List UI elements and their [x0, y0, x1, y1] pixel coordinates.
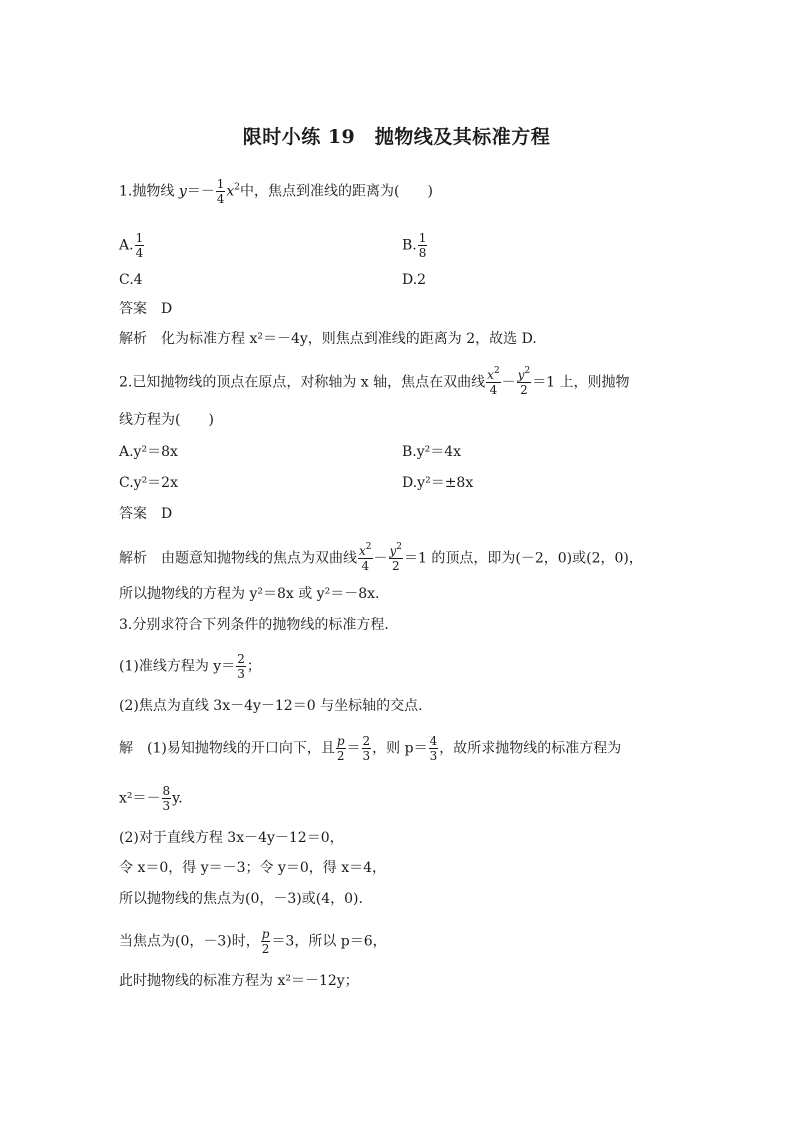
q3-solution-2-line4: 当焦点为(0，－3)时， $\frac{p}{2}$ ＝3，所以 p＝6，	[119, 927, 387, 956]
q3-part1: (1)准线方程为 y＝ $\frac{2}{3}$ ；	[119, 652, 261, 681]
q1-answer: 答案 D	[119, 301, 173, 317]
q1-option-c: C.4	[119, 272, 143, 288]
q3-solution-1-result: x²＝－ $\frac{8}{3}$ y.	[119, 784, 183, 813]
q3-stem: 3.分别求符合下列条件的抛物线的标准方程.	[119, 617, 389, 633]
q2-stem-line2: 线方程为( )	[119, 412, 214, 428]
q2-option-b: B.y²＝4x	[402, 444, 462, 460]
q1-stem: 1.抛物线 y＝－ $\frac{1}{4}$ $x^2$中，焦点到准线的距离为( )	[119, 177, 433, 206]
q3-solution-1: 解 (1)易知抛物线的开口向下，且 $\frac{p}{2}$ ＝ $\frac{2}{3}$ ，则 p＝ $\frac{4}{3}$ ，故所求抛物线的标准方程为	[119, 734, 622, 763]
q2-option-d: D.y²＝±8x	[402, 475, 474, 491]
q3-solution-2-line3: 所以抛物线的焦点为(0，－3)或(4，0).	[119, 891, 363, 907]
q3-solution-2-line1: (2)对于直线方程 3x－4y－12＝0，	[119, 830, 344, 846]
page-title: 限时小练 19 抛物线及其标准方程	[242, 126, 551, 148]
q2-stem-line1: 2.已知抛物线的顶点在原点，对称轴为 x 轴，焦点在双曲线 $\frac{x^2}{4}$ － $\frac{y^2}{2}$ ＝1 上，则抛物	[119, 366, 630, 397]
q3-part2: (2)焦点为直线 3x－4y－12＝0 与坐标轴的交点.	[119, 698, 423, 714]
q1-option-b: B. $\frac{1}{8}$	[402, 231, 427, 260]
q1-prefix: 1.抛物线	[119, 183, 179, 200]
q1-suffix: 中，焦点到准线的距离为( )	[240, 183, 433, 200]
q1-analysis: 解析 化为标准方程 x²＝－4y，则焦点到准线的距离为 2，故选 D.	[119, 331, 537, 347]
q2-option-c: C.y²＝2x	[119, 475, 178, 491]
q3-solution-2-line2: 令 x＝0，得 y＝－3；令 y＝0，得 x＝4，	[119, 860, 387, 876]
frac-1-4: $\frac{1}{4}$	[216, 177, 225, 206]
q3-solution-2-line5: 此时抛物线的标准方程为 x²＝－12y；	[119, 973, 359, 989]
q1-option-a: A. $\frac{1}{4}$	[119, 231, 144, 260]
q2-analysis-line1: 解析 由题意知抛物线的焦点为双曲线 $\frac{x^2}{4}$ － $\frac{y^2}{2}$ ＝1 的顶点，即为(－2，0)或(2，0)，	[119, 542, 643, 573]
q2-analysis-line2: 所以抛物线的方程为 y²＝8x 或 y²＝－8x.	[119, 586, 380, 602]
q2-option-a: A.y²＝8x	[119, 444, 178, 460]
q1-option-d: D.2	[402, 272, 427, 288]
q2-answer: 答案 D	[119, 506, 173, 522]
